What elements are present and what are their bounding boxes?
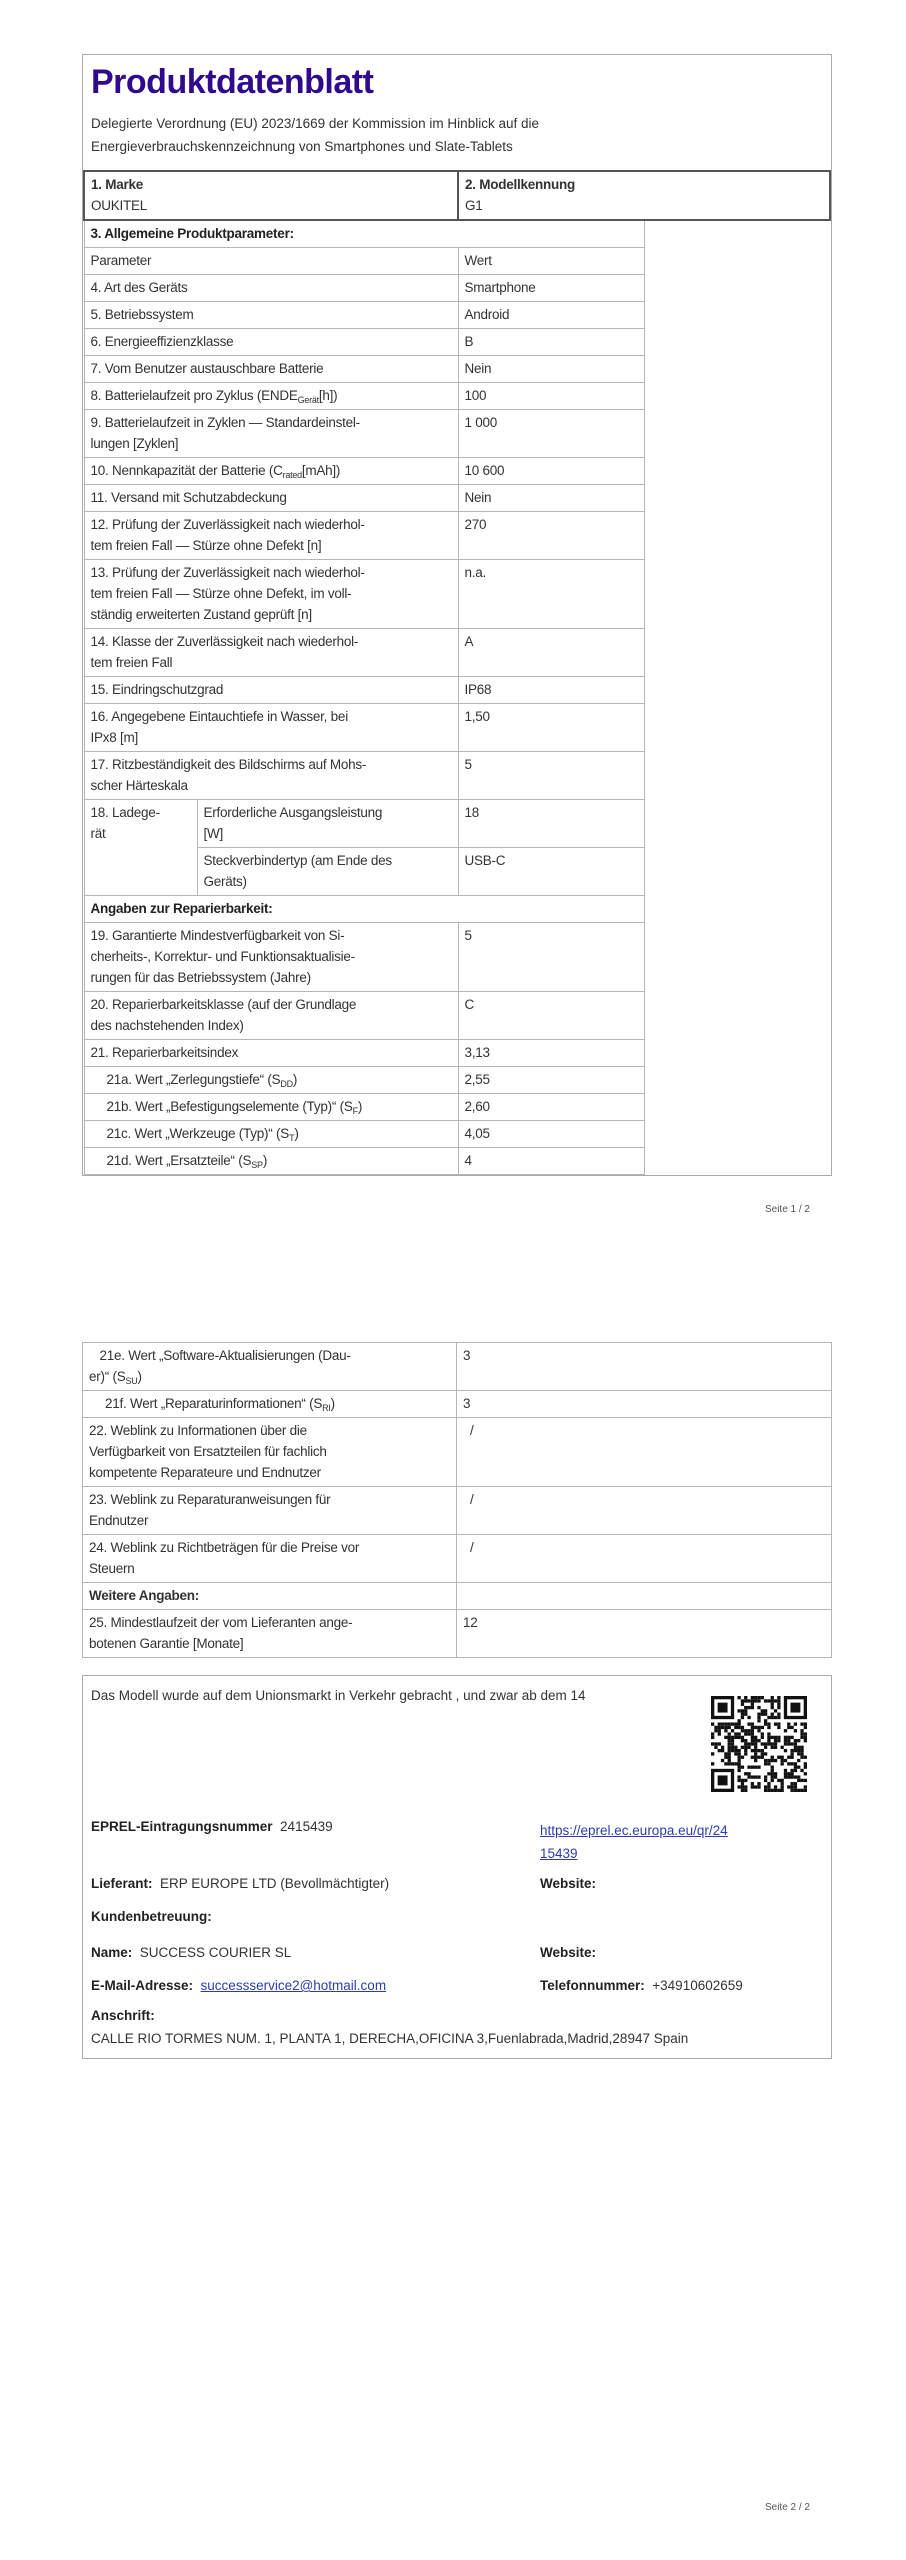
parameter-label: 19. Garantierte Mindestverfügbarkeit von Si- cherheits-, Korrektur- und Funktionsaktualisie- rungen für das Betriebssystem (Jahre) xyxy=(84,923,458,992)
name-value: SUCCESS COURIER SL xyxy=(139,1945,292,1960)
parameter-label: 23. Weblink zu Reparaturanweisungen für Endnutzer xyxy=(83,1487,457,1535)
parameter-value: Smartphone xyxy=(458,275,644,302)
parameter-value: 5 xyxy=(458,752,644,800)
name-label: Name: xyxy=(91,1945,133,1960)
parameter-label: Weitere Angaben: xyxy=(83,1583,457,1610)
website-label: Website: xyxy=(540,1876,597,1891)
eprel-label: EPREL-Eintragungsnummer xyxy=(91,1819,273,1834)
table-row xyxy=(84,248,830,275)
parameter-value: C xyxy=(458,992,644,1040)
parameter-label: 20. Reparierbarkeitsklasse (auf der Grundlage des nachstehenden Index) xyxy=(84,992,458,1040)
parameter-label: Steckverbindertyp (am Ende des Geräts) xyxy=(197,848,458,896)
parameter-label: 9. Batterielaufzeit in Zyklen — Standardeinstel- lungen [Zyklen] xyxy=(84,410,458,458)
regulation-subtitle: Delegierte Verordnung (EU) 2023/1669 der Kommission im Hinblick auf die Energieverbrauchskennzeichnung von Smartphones und Slate-Tablets xyxy=(91,116,539,154)
parameter-label: 15. Eindringschutzgrad xyxy=(84,677,458,704)
page-number-2: Seite 2 / 2 xyxy=(764,2502,810,2513)
table-row xyxy=(84,1040,830,1067)
email-link[interactable]: successservice2@hotmail.com xyxy=(200,1978,387,1993)
table-row xyxy=(84,1067,830,1094)
parameter-value: 18 xyxy=(458,800,644,848)
parameter-value: Nein xyxy=(458,485,644,512)
parameter-value: Wert xyxy=(458,248,644,275)
table-row xyxy=(83,1610,832,1658)
table-row xyxy=(83,1391,832,1418)
parameter-label: 7. Vom Benutzer austauschbare Batterie xyxy=(84,356,458,383)
brand-value: OUKITEL xyxy=(91,198,148,213)
table-row xyxy=(84,1148,830,1175)
table-row xyxy=(84,992,830,1040)
table-row xyxy=(84,704,830,752)
supplier-info-box xyxy=(82,1675,832,2059)
parameter-label: 4. Art des Geräts xyxy=(84,275,458,302)
parameter-value: 12 xyxy=(457,1610,832,1658)
subscript: DD xyxy=(280,1079,293,1089)
parameter-label: 6. Energieeffizienzklasse xyxy=(84,329,458,356)
parameter-value: 2,55 xyxy=(458,1067,644,1094)
table-row xyxy=(84,629,830,677)
subscript: SP xyxy=(251,1160,263,1170)
table-row xyxy=(84,923,830,992)
charger-label: 18. Ladege- rät xyxy=(84,800,197,896)
parameters-table-continued xyxy=(82,1342,832,1658)
subscript: SU xyxy=(125,1376,138,1386)
parameter-value: Nein xyxy=(458,356,644,383)
parameter-value: Android xyxy=(458,302,644,329)
section-header: Angaben zur Reparierbarkeit: xyxy=(84,896,644,923)
parameter-value xyxy=(457,1583,832,1610)
parameter-label: 21d. Wert „Ersatzteile“ $(S_{SP})$ xyxy=(84,1148,458,1175)
parameter-value: A xyxy=(458,629,644,677)
parameter-label: 21b. Wert „Befestigungselemente (Typ)“ $(S_F)$ xyxy=(84,1094,458,1121)
parameter-value: 3 xyxy=(457,1343,832,1391)
table-row xyxy=(84,410,830,458)
email-label: E-Mail-Adresse: xyxy=(91,1978,194,1993)
table-row xyxy=(84,560,830,629)
parameter-label: Parameter xyxy=(84,248,458,275)
parameter-value: 4,05 xyxy=(458,1121,644,1148)
table-row xyxy=(84,800,830,848)
subscript: RI xyxy=(322,1403,331,1413)
page-number: Seite 1 / 2 xyxy=(764,1204,810,1215)
table-row xyxy=(84,329,830,356)
parameter-label: 21e. Wert „Software-Aktualisierungen (Dau- er)“ $(S_{SU})$ xyxy=(83,1343,457,1391)
table-row xyxy=(84,752,830,800)
parameter-label: 17. Ritzbeständigkeit des Bildschirms auf Mohs- scher Härteskala xyxy=(84,752,458,800)
subscript: Gerät xyxy=(297,395,319,405)
parameter-value: / xyxy=(457,1487,832,1535)
parameter-value: IP68 xyxy=(458,677,644,704)
model-label: 2. Modellkennung xyxy=(465,177,576,192)
table-row xyxy=(83,1343,832,1391)
parameter-label: 10. Nennkapazität der Batterie $(C_{rated}[mAh])$ xyxy=(84,458,458,485)
brand-label: 1. Marke xyxy=(91,177,144,192)
parameter-value: 3 xyxy=(457,1391,832,1418)
market-date-text: Das Modell wurde auf dem Unionsmarkt in Verkehr gebracht , und zwar ab dem 14 xyxy=(91,1688,586,1703)
parameter-value: / xyxy=(457,1535,832,1583)
parameter-label: 11. Versand mit Schutzabdeckung xyxy=(84,485,458,512)
parameter-label: 21. Reparierbarkeitsindex xyxy=(84,1040,458,1067)
eprel-number: 2415439 xyxy=(280,1819,333,1834)
parameter-label: 8. Batterielaufzeit pro Zyklus $(ENDE_{Gerät}[h])$ xyxy=(84,383,458,410)
parameter-label: 16. Angegebene Eintauchtiefe in Wasser, bei IPx8 [m] xyxy=(84,704,458,752)
parameters-table xyxy=(83,170,831,1175)
section-header-row xyxy=(84,896,830,923)
subscript: T xyxy=(289,1133,295,1143)
website-label-2: Website: xyxy=(540,1945,597,1960)
table-row xyxy=(83,1583,832,1610)
table-row xyxy=(83,1535,832,1583)
table-row xyxy=(84,458,830,485)
customer-service-label: Kundenbetreuung: xyxy=(91,1909,212,1924)
model-cell xyxy=(458,171,830,220)
address-value: CALLE RIO TORMES NUM. 1, PLANTA 1, DERECHA,OFICINA 3,Fuenlabrada,Madrid,28947 Spain xyxy=(91,2031,689,2046)
parameter-value: 4 xyxy=(458,1148,644,1175)
model-value: G1 xyxy=(465,198,483,213)
eprel-link[interactable]: https://eprel.ec.europa.eu/qr/24 15439 xyxy=(540,1823,728,1861)
parameter-value: 3,13 xyxy=(458,1040,644,1067)
page-title: Produktdatenblatt xyxy=(91,63,374,101)
parameter-value: 5 xyxy=(458,923,644,992)
table-row xyxy=(84,1121,830,1148)
brand-model-row xyxy=(84,171,830,220)
parameter-value: / xyxy=(457,1418,832,1487)
parameter-label: 13. Prüfung der Zuverlässigkeit nach wiederhol- tem freien Fall — Stürze ohne Defekt, im voll- ständig erweiterten Zustand geprüft [n] xyxy=(84,560,458,629)
table-row xyxy=(83,1487,832,1535)
table-row xyxy=(84,383,830,410)
phone-value: +34910602659 xyxy=(652,1978,743,1993)
parameter-label: 5. Betriebssystem xyxy=(84,302,458,329)
parameter-value: USB-C xyxy=(458,848,644,896)
qr-code[interactable] xyxy=(711,1696,807,1792)
parameter-value: 10 600 xyxy=(458,458,644,485)
parameter-value: B xyxy=(458,329,644,356)
parameter-label: 25. Mindestlaufzeit der vom Lieferanten ange- botenen Garantie [Monate] xyxy=(83,1610,457,1658)
table-row xyxy=(84,356,830,383)
supplier-label: Lieferant: xyxy=(91,1876,153,1891)
parameter-value: 2,60 xyxy=(458,1094,644,1121)
parameter-label: 21c. Wert „Werkzeuge (Typ)“ $(S_T)$ xyxy=(84,1121,458,1148)
parameter-label: 24. Weblink zu Richtbeträgen für die Preise vor Steuern xyxy=(83,1535,457,1583)
product-datasheet-page-1 xyxy=(82,54,832,1176)
parameter-label: 14. Klasse der Zuverlässigkeit nach wiederhol- tem freien Fall xyxy=(84,629,458,677)
parameter-value: 270 xyxy=(458,512,644,560)
phone-label: Telefonnummer: xyxy=(540,1978,645,1993)
parameter-label: 21a. Wert „Zerlegungstiefe“ $(S_{DD})$ xyxy=(84,1067,458,1094)
parameter-value: 100 xyxy=(458,383,644,410)
section-header-row xyxy=(84,220,830,248)
table-row xyxy=(84,1094,830,1121)
parameter-value: n.a. xyxy=(458,560,644,629)
parameter-label: 21f. Wert „Reparaturinformationen“ $(S_{RI})$ xyxy=(83,1391,457,1418)
table-row xyxy=(84,485,830,512)
parameter-value: 1,50 xyxy=(458,704,644,752)
table-row xyxy=(84,677,830,704)
parameter-value: 1 000 xyxy=(458,410,644,458)
subscript: F xyxy=(352,1106,358,1116)
table-row xyxy=(84,275,830,302)
parameter-label: 12. Prüfung der Zuverlässigkeit nach wiederhol- tem freien Fall — Stürze ohne Defekt [n] xyxy=(84,512,458,560)
table-row xyxy=(84,302,830,329)
table-row xyxy=(83,1418,832,1487)
brand-cell xyxy=(84,171,458,220)
parameter-label: Erforderliche Ausgangsleistung [W] xyxy=(197,800,458,848)
supplier-value: ERP EUROPE LTD (Bevollmächtigter) xyxy=(160,1876,390,1891)
subscript: rated xyxy=(282,470,302,480)
section-header: 3. Allgemeine Produktparameter: xyxy=(84,220,644,248)
table-row xyxy=(84,512,830,560)
parameter-label: 22. Weblink zu Informationen über die Verfügbarkeit von Ersatzteilen für fachlich kompetente Reparateure und Endnutzer xyxy=(83,1418,457,1487)
address-label: Anschrift: xyxy=(91,2008,155,2023)
